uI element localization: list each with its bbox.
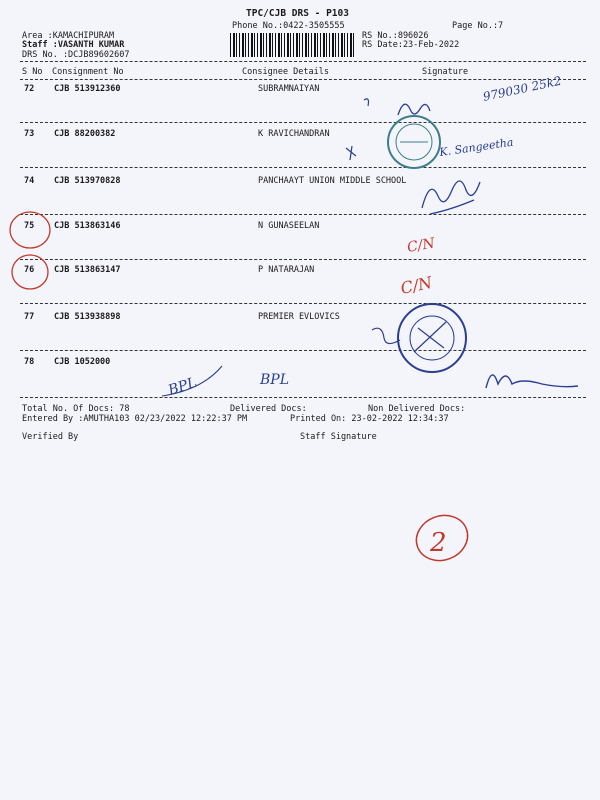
row76-red-circle: [12, 255, 48, 289]
col-consignee: Consignee Details: [242, 67, 329, 77]
row76-cn-note: C/N: [398, 272, 434, 298]
page-circled-number: 2: [430, 528, 447, 558]
row75-cn-note: C/N: [405, 235, 436, 256]
delivery-stamp-round: [398, 304, 466, 372]
verified-by: Verified By: [22, 432, 79, 442]
total-docs: Total No. Of Docs: 78: [22, 404, 130, 414]
row-sno: 72: [24, 84, 35, 94]
non-delivered-docs: Non Delivered Docs:: [368, 404, 466, 414]
row-consignee: K RAVICHANDRAN: [258, 129, 330, 139]
row-sno: 76: [24, 265, 35, 275]
row-sno: 74: [24, 176, 35, 186]
area-label: Area :KAMACHIPURAM: [22, 31, 115, 41]
row78-signature-a: BPL: [166, 374, 199, 399]
rs-number: RS No.:896026: [362, 31, 429, 41]
delivered-docs: Delivered Docs:: [230, 404, 307, 414]
sheet-title: TPC/CJB DRS - P103: [246, 8, 349, 19]
row-consignee: PANCHAAYT UNION MIDDLE SCHOOL: [258, 176, 407, 186]
row74-signature: [422, 181, 480, 214]
page-number: Page No.:7: [452, 21, 504, 31]
staff-signature-label: Staff Signature: [300, 432, 377, 442]
row-consignee: N GUNASEELAN: [258, 221, 320, 231]
row77-signature: [372, 328, 400, 343]
row72-handwritten-number: 979030 25k2: [481, 73, 563, 104]
entered-by: Entered By :AMUTHA103 02/23/2022 12:22:37 PM: [22, 414, 248, 424]
row-sno: 78: [24, 357, 35, 367]
row-consignment: CJB 513863147: [54, 265, 121, 275]
phone-number: Phone No.:0422-3505555: [232, 21, 345, 31]
row-consignment: CJB 88200382: [54, 129, 116, 139]
row78-signature-c: [486, 375, 578, 388]
row72-signature: [398, 104, 430, 115]
col-sno: S No: [22, 67, 43, 77]
row73-signature: K. Sangeetha: [438, 135, 515, 159]
col-consignment: Consignment No: [52, 67, 124, 77]
row73-mark: [346, 146, 356, 160]
row72-tick: [364, 99, 369, 106]
rs-date: RS Date:23-Feb-2022: [362, 40, 460, 50]
row75-red-circle: [10, 212, 50, 248]
row-consignee: P NATARAJAN: [258, 265, 315, 275]
row-sno: 75: [24, 221, 35, 231]
row-consignment: CJB 513938898: [54, 312, 121, 322]
row-consignment: CJB 513912360: [54, 84, 121, 94]
row-consignment: CJB 513970828: [54, 176, 121, 186]
row-consignee: SUBRAMNAIYAN: [258, 84, 320, 94]
row-sno: 73: [24, 129, 35, 139]
row-consignee: PREMIER EVLOVICS: [258, 312, 340, 322]
col-signature: Signature: [422, 67, 469, 77]
drs-number: DRS No. :DCJB89602607: [22, 50, 130, 60]
row-consignment: CJB 1052000: [54, 357, 111, 367]
printed-on: Printed On: 23-02-2022 12:34:37: [290, 414, 449, 424]
delivery-stamp-round: [388, 116, 440, 168]
row-consignment: CJB 513863146: [54, 221, 121, 231]
row78-signature-b: BPL: [260, 372, 290, 388]
row-sno: 77: [24, 312, 35, 322]
staff-label: Staff :VASANTH KUMAR: [22, 40, 125, 50]
